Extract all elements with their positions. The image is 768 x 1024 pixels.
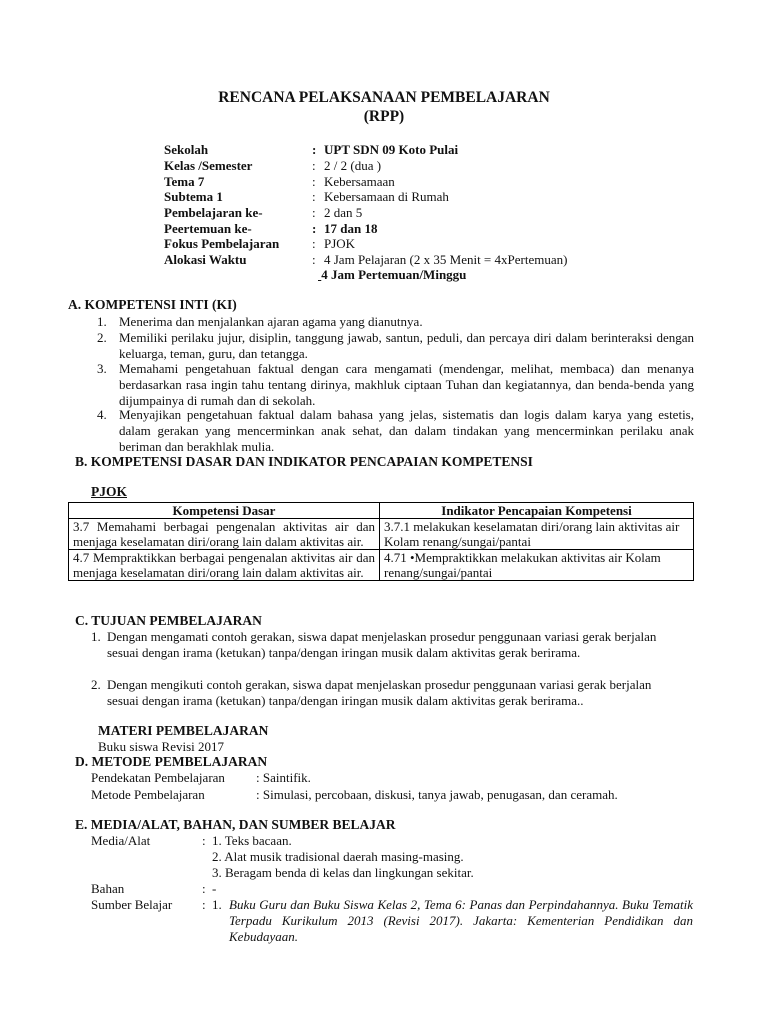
method-label: Pendekatan Pembelajaran — [91, 770, 225, 785]
identity-label: Tema 7 — [164, 174, 205, 189]
ki-number: 4. — [97, 407, 107, 422]
bahan-colon: : — [202, 881, 206, 896]
identity-value-focus: PJOK — [324, 236, 356, 251]
table-header: Indikator Pencapaian Kompetensi — [380, 503, 694, 519]
identity-label: Sekolah — [164, 142, 209, 157]
media-label: Media/Alat — [91, 833, 151, 848]
competency-table — [68, 502, 694, 581]
materi-text: Buku siswa Revisi 2017 — [98, 739, 225, 754]
table-row — [69, 519, 694, 550]
ki-item: Menyajikan pengetahuan faktual dalam bahasa yang jelas, sistematis dan logis dalam karya yang estetis, dalam gerakan yang mencerminkan anak sehat, dan dalam tindakan yang mencerminkan perilaku anak beriman dan berakhlak mulia. — [119, 407, 694, 454]
identity-label: Peertemuan ke- — [164, 221, 252, 236]
method-label: Metode Pembelajaran — [91, 787, 205, 802]
table-row — [69, 550, 694, 581]
identity-colon: : — [312, 205, 316, 220]
table-cell: 4.7 Mempraktikkan berbagai pengenalan aktivitas air dan menjaga keselamatan diri/orang lain dalam aktivitas air. — [69, 550, 380, 581]
identity-value-time: 4 Jam Pelajaran (2 x 35 Menit = 4xPertemuan) — [324, 252, 568, 267]
goal-number: 2. — [91, 677, 101, 692]
identity-value-theme: Kebersamaan — [324, 174, 395, 189]
identity-colon: : — [312, 189, 316, 204]
method-value: : Simulasi, percobaan, diskusi, tanya jawab, penugasan, dan ceramah. — [256, 787, 618, 802]
identity-value-meeting: 17 dan 18 — [324, 221, 378, 236]
goal-item: Dengan mengamati contoh gerakan, siswa dapat menjelaskan prosedur penggunaan variasi gerak berjalan sesuai dengan irama (ketukan) tanpa/dengan iringan musik dalam aktivitas gerak berirama. — [107, 629, 657, 660]
identity-value-lesson: 2 dan 5 — [324, 205, 363, 220]
method-value: : Saintifik. — [256, 770, 311, 785]
bahan-label: Bahan — [91, 881, 125, 896]
identity-colon: : — [312, 221, 317, 236]
media-item: 3. Beragam benda di kelas dan lingkungan sekitar. — [212, 865, 474, 880]
identity-colon: : — [312, 236, 316, 251]
section-e-heading: E. MEDIA/ALAT, BAHAN, DAN SUMBER BELAJAR — [75, 817, 396, 832]
identity-time-line2: 4 Jam Pertemuan/Minggu — [321, 267, 467, 282]
identity-colon: : — [312, 142, 317, 157]
identity-value-subtheme: Kebersamaan di Rumah — [324, 189, 449, 204]
identity-label: Pembelajaran ke- — [164, 205, 263, 220]
ki-number: 1. — [97, 314, 107, 329]
ki-number: 3. — [97, 361, 107, 376]
ki-number: 2. — [97, 330, 107, 345]
section-c-heading: C. TUJUAN PEMBELAJARAN — [75, 613, 262, 628]
sumber-number: 1. — [212, 897, 222, 912]
media-item: 1. Teks bacaan. — [212, 833, 292, 848]
bahan-value: - — [212, 881, 217, 896]
identity-colon: : — [312, 174, 316, 189]
goal-item: Dengan mengikuti contoh gerakan, siswa dapat menjelaskan prosedur penggunaan variasi gerak berjalan sesuai dengan irama (ketukan) tanpa/dengan iringan musik dalam aktivitas gerak berirama.. — [107, 677, 652, 708]
sumber-colon: : — [202, 897, 206, 912]
media-item: 2. Alat musik tradisional daerah masing-masing. — [212, 849, 464, 864]
identity-colon: : — [312, 252, 316, 267]
ki-item: Menerima dan menjalankan ajaran agama yang dianutnya. — [119, 314, 423, 329]
sumber-label: Sumber Belajar — [91, 897, 173, 912]
ki-item: Memahami pengetahuan faktual dengan cara mengamati (mendengar, melihat, membaca) dan menanya berdasarkan rasa ingin tahu tentang dirinya, makhluk ciptaan Tuhan dan kegiatannya, dan benda-benda yang dijumpainya di rumah dan di sekolah. — [119, 361, 694, 408]
ki-item: Memiliki perilaku jujur, disiplin, tanggung jawab, santun, peduli, dan percaya diri dalam berinteraksi dengan keluarga, teman, guru, dan tetangga. — [119, 330, 694, 361]
table-cell: 4.71 •Mempraktikkan melakukan aktivitas air Kolam renang/sungai/pantai — [380, 550, 694, 581]
table-cell: 3.7 Memahami berbagai pengenalan aktivitas air dan menjaga keselamatan diri/orang lain dalam aktivitas air. — [69, 519, 380, 550]
document-title: RENCANA PELAKSANAAN PEMBELAJARAN — [218, 89, 550, 106]
subject-label: PJOK — [91, 484, 127, 499]
goal-number: 1. — [91, 629, 101, 644]
identity-value-class: 2 / 2 (dua ) — [324, 158, 382, 173]
identity-colon: : — [312, 158, 316, 173]
sumber-text: Buku Guru dan Buku Siswa Kelas 2, Tema 6: Panas dan Perpindahannya. Buku Tematik Terpadu Kurikulum 2013 (Revisi 2017). Jakarta: Kementerian Pendidikan dan Kebudayaan. — [229, 897, 693, 944]
document-subtitle: (RPP) — [363, 108, 405, 125]
table-header-row — [69, 503, 694, 519]
table-cell: 3.7.1 melakukan keselamatan diri/orang lain aktivitas air Kolam renang/sungai/pantai — [380, 519, 694, 550]
media-colon: : — [202, 833, 206, 848]
section-b-heading: B. KOMPETENSI DASAR DAN INDIKATOR PENCAPAIAN KOMPETENSI — [75, 454, 533, 469]
identity-label: Alokasi Waktu — [164, 252, 247, 267]
identity-value-school: UPT SDN 09 Koto Pulai — [324, 142, 459, 157]
identity-label: Kelas /Semester — [164, 158, 253, 173]
table-header: Kompetensi Dasar — [69, 503, 380, 519]
section-a-heading: A. KOMPETENSI INTI (KI) — [68, 297, 237, 312]
identity-label: Subtema 1 — [164, 189, 223, 204]
section-d-heading: D. METODE PEMBELAJARAN — [75, 754, 268, 769]
identity-label: Fokus Pembelajaran — [164, 236, 280, 251]
materi-heading: MATERI PEMBELAJARAN — [98, 723, 269, 738]
